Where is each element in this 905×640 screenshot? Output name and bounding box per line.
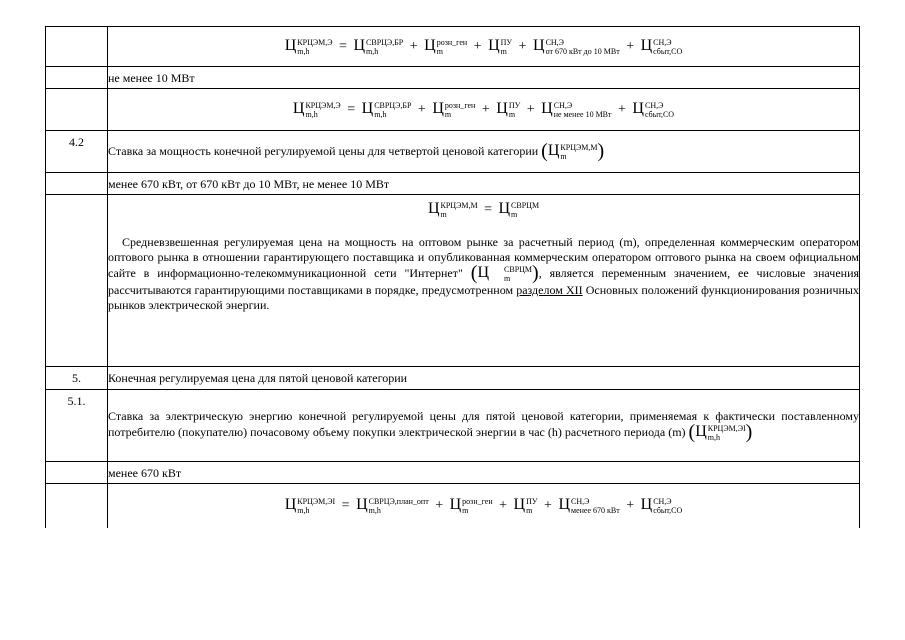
symbol: Ц (547, 141, 560, 159)
symbol: Ц (477, 264, 490, 281)
symbol: Ц (353, 37, 366, 55)
table-row (46, 27, 860, 67)
table-row (46, 67, 860, 89)
script (369, 497, 429, 515)
symbol: Ц (498, 200, 511, 218)
row-text-cell (108, 195, 860, 367)
formula-crcem-e-670-10: Ц КРЦЭМ,Э m,h = Ц СВРЦЭ,БР m,h + Ц розн_ген m + Ц ПУ m + Ц СН,Э от 670 кВт до 10 МВт + Ц СН,Э сбыт,СО (108, 27, 860, 67)
row-text-cell: Ставка за мощность конечной регулируемой цены для четвертой ценовой категории (Ц КРЦЭМ,М m ) (108, 131, 860, 173)
sub: m (511, 210, 518, 219)
script (708, 424, 746, 442)
section-link[interactable]: разделом XII (516, 283, 583, 298)
paragraph-text: Средневзвешенная регулируемая цена на мощность на оптовом рынке за расчетный период (m), определенная коммерческим оператором оптового рынка в отношении гарантирующего поставщика и опубликованная коммерческим оператором оптового рынка на своем официальном сайте в информационно-телекоммуникационной сети "Интернет" (108, 235, 859, 280)
sub: m,h (305, 109, 318, 119)
script (441, 201, 478, 219)
symbol: Ц (640, 37, 653, 55)
sub: сбыт,СО (653, 506, 683, 516)
sup: СН,Э (571, 497, 590, 507)
row-number-cell (46, 462, 108, 484)
symbol: Ц (449, 496, 462, 514)
sub: m,h (368, 506, 381, 516)
script (653, 497, 682, 515)
sup: КРЦЭМ,Э (297, 37, 333, 47)
script (297, 497, 335, 515)
symbol: Ц (541, 100, 553, 118)
symbol: Ц (292, 100, 305, 118)
symbol: Ц (695, 422, 707, 440)
script (560, 143, 597, 161)
script (366, 38, 403, 56)
sup: КРЦЭМ,ЭI (707, 424, 746, 434)
sup: КРЦЭМ,Э (305, 100, 341, 110)
formula-crcem-ei-670: Ц КРЦЭМ,ЭI m,h = Ц СВРЦЭ,план_опт m,h + Ц розн_ген m + Ц ПУ m + Ц СН,Э менее 670 кВт + Ц СН,Э сбыт,СО (108, 484, 860, 528)
sup: ПУ (526, 497, 538, 507)
symbol: Ц (427, 200, 440, 218)
sup: СН,Э (545, 37, 564, 47)
symbol: Ц (640, 496, 653, 514)
sup: СВРЦМ (504, 265, 533, 275)
script (490, 265, 532, 283)
symbol: Ц (432, 100, 444, 118)
script (509, 101, 520, 119)
row-number: 4.2 (46, 131, 108, 173)
sub: m (508, 109, 516, 119)
paragraph-text: , является переменным значением, ее числовые значения рассчитываются гарантирующими поставщиками в порядке, предусмотренном (108, 266, 860, 298)
formula-crcem-m: Ц КРЦЭМ,М m = Ц СВРЦМ m (427, 200, 540, 219)
script (653, 38, 682, 56)
script (501, 38, 512, 56)
row-number-cell (46, 195, 108, 367)
sup: КРЦЭМ,М (560, 142, 598, 152)
sup: КРЦЭМ,М (440, 201, 478, 210)
sup: розн_ген (462, 497, 493, 507)
sub: не менее 10 МВт (553, 109, 612, 119)
sup: СВРЦЭ,план_опт (368, 497, 429, 507)
sub: m (436, 46, 443, 56)
row-number: 5.1. (46, 390, 108, 462)
row-number-cell (46, 173, 108, 195)
table-row (46, 367, 860, 390)
script (374, 101, 411, 119)
sup: СН,Э (644, 100, 664, 110)
table-row (46, 89, 860, 131)
script (511, 201, 539, 219)
sub: m,h (297, 46, 310, 56)
sub: m,h (366, 46, 379, 56)
row-text: Ставка за мощность конечной регулируемой цены для четвертой ценовой категории (108, 143, 539, 158)
paragraph: Средневзвешенная регулируемая цена на мощность на оптовом рынке за расчетный период (m), определенная коммерческим оператором оптового рынка в отношении гарантирующего поставщика и опубликованная коммерческим оператором оптового рынка на своем официальном сайте в информационно-телекоммуникационной сети "Интернет" (Ц СВРЦМ m ), является переменным значением, ее числовые значения рассчитываются гарантирующими поставщиками в порядке, предусмотренном разделом XII Основных положений функционирования розничных рынков электрической энергии. (108, 235, 860, 313)
sup: СН,Э (653, 497, 672, 507)
formula-crcem-e-10: Ц КРЦЭМ,Э m,h = Ц СВРЦЭ,БР m,h + Ц розн_ген m + Ц ПУ m + Ц СН,Э не менее 10 МВт + Ц СН,Э сбыт,СО (108, 89, 860, 131)
sub: m,h (374, 109, 387, 119)
row-number-cell (46, 27, 108, 67)
sup: розн_ген (436, 37, 468, 47)
script (437, 38, 467, 56)
row-number: 5. (46, 367, 108, 390)
table-row (46, 484, 860, 528)
row-text: Конечная регулируемая цена для пятой ценовой категории (108, 367, 860, 390)
sup: СВРЦЭ,БР (366, 37, 404, 47)
row-text: Ставка за электрическую энергию конечной регулируемой цены для пятой ценовой категории, применяемая к фактически поставленному потребителю (покупателю) почасовому объему покупки электрической энергии в час (h) расчетного периода (m) (108, 408, 859, 439)
symbol: Ц (488, 37, 500, 55)
row-number-cell (46, 484, 108, 528)
sup: СВРЦМ (511, 201, 540, 210)
row-number-cell (46, 67, 108, 89)
sub: m,h (297, 506, 310, 516)
sub: m (440, 210, 447, 219)
sup: ПУ (508, 100, 521, 110)
script (571, 497, 620, 515)
sup: СВРЦЭ,БР (374, 100, 412, 110)
symbol: Ц (356, 496, 368, 514)
sub: сбыт,СО (644, 109, 675, 119)
paragraph-text: Основных положений функционирования розничных рынков электрической энергии. (108, 283, 859, 313)
sub: m (444, 109, 452, 119)
sup: розн_ген (444, 100, 476, 110)
table-row (46, 131, 860, 173)
sup: СН,Э (653, 37, 672, 47)
table-row (46, 390, 860, 462)
row-text-cell: Ставка за электрическую энергию конечной регулируемой цены для пятой ценовой категории, применяемая к фактически поставленному потребителю (покупателю) почасовому объему покупки электрической энергии в час (h) расчетного периода (m) (Ц КРЦЭМ,ЭI m,h ) (108, 390, 860, 462)
sup: ПУ (500, 37, 513, 47)
sub: m,h (707, 433, 720, 443)
sub: менее 670 кВт (571, 506, 620, 516)
script (526, 497, 537, 515)
sub: сбыт,СО (653, 46, 683, 56)
symbol: Ц (424, 37, 436, 55)
sub: m (560, 151, 567, 161)
table-row (46, 195, 860, 367)
symbol: Ц (513, 496, 526, 514)
script (645, 101, 674, 119)
sup: СН,Э (553, 100, 573, 110)
sub: m (504, 274, 511, 284)
sub: m (462, 506, 469, 516)
symbol: Ц (632, 100, 644, 118)
row-text: менее 670 кВт (108, 462, 860, 484)
script (554, 101, 612, 119)
symbol: Ц (496, 100, 508, 118)
script (546, 38, 620, 56)
symbol: Ц (533, 37, 545, 55)
sup: КРЦЭМ,ЭI (297, 497, 336, 507)
tariff-table (45, 26, 860, 528)
row-text: не менее 10 МВт (108, 67, 860, 89)
symbol: Ц (361, 100, 374, 118)
row-number-cell (46, 89, 108, 131)
symbol: Ц (284, 496, 297, 514)
script (462, 497, 492, 515)
script (305, 101, 340, 119)
symbol: Ц (284, 37, 297, 55)
script (297, 38, 332, 56)
sub: от 670 кВт до 10 МВт (545, 46, 620, 56)
symbol: Ц (558, 496, 570, 514)
table-row (46, 462, 860, 484)
table-row (46, 173, 860, 195)
sub: m (500, 46, 507, 56)
row-text: менее 670 кВт, от 670 кВт до 10 МВт, не менее 10 МВт (108, 173, 860, 195)
sub: m (526, 506, 533, 516)
script (445, 101, 475, 119)
